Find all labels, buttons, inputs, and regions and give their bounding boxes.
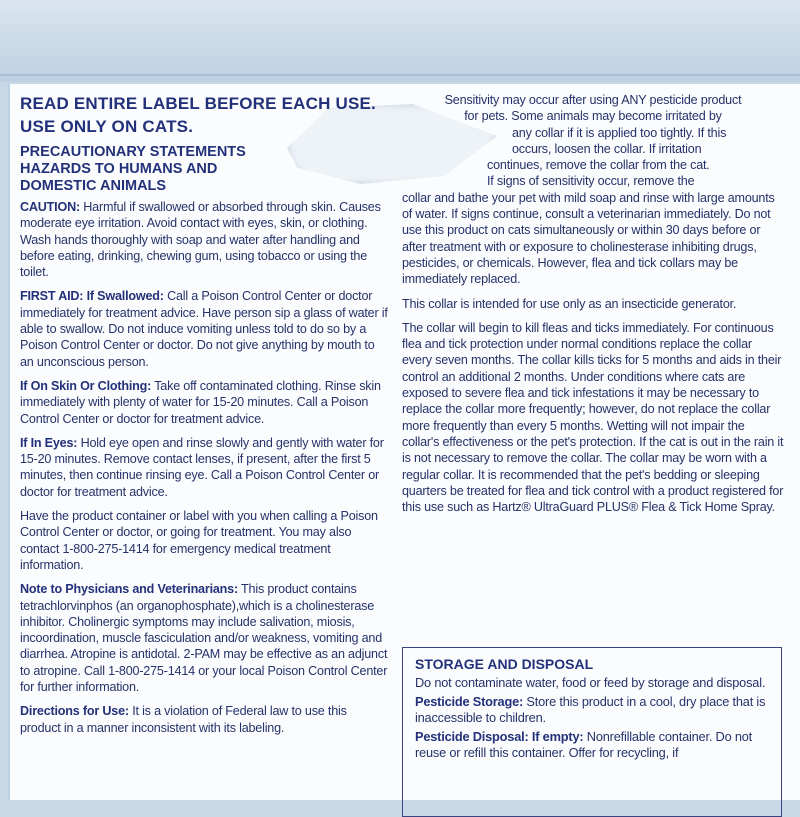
directions-label: Directions for Use: (20, 704, 129, 719)
left-column (20, 92, 388, 744)
storage-line-1: Do not contaminate water, food or feed by storage and disposal. (415, 675, 766, 690)
sensitivity-line-6: If signs of sensitivity occur, remove the (487, 174, 695, 189)
first-aid-paragraph (20, 288, 388, 369)
sensitivity-line-1: Sensitivity may occur after using ANY pesticide product (444, 93, 742, 107)
physicians-text: This product contains tetrachlorvinphos (an organophosphate),which is a cholinesterase inhibitor. Cholinergic symptoms may include salivation, miosis, incoordination, muscle fasciculation and/or weakness, vomiting and diarrhea. Atropine is antidotal. 2-PAM may be effective as an adjunct to atropine. Call 1-800-275-1414 or your local Poison Control Center for further information. (20, 582, 388, 695)
pesticide-disposal-text: Nonrefillable container. Do not reuse or refill this container. Offer for recycling, if (415, 728, 753, 760)
container-paragraph: Have the product container or label with you when calling a Poison Control Center or doctor, or going for treatment. You may also contact 1-800-275-1414 for emergency medical treatment information. (20, 509, 378, 572)
sensitivity-rest: collar and bathe your pet with mild soap and rinse with large amounts of water. If signs continue, consult a veterinarian immediately. Do not use this product on cats simultaneously or within 30 days before or after treatment with or exposure to cholinesterase inhibiting drugs, pesticides, or chemicals. However, flea and tick collars may be immediately replaced. (402, 190, 775, 287)
caution-paragraph (20, 199, 388, 280)
sensitivity-line-4: occurs, loosen the collar. If irritation (512, 141, 702, 156)
storage-disposal-box (402, 647, 782, 817)
pesticide-storage-label: Pesticide Storage: (415, 693, 524, 709)
precaution-line-2: HAZARDS TO HUMANS AND (20, 161, 218, 177)
package-top-flap (0, 0, 800, 82)
eyes-text: Hold eye open and rinse slowly and gently with water for 15-20 minutes. Remove contact lenses, if present, after the first 5 minutes, then continue rinsing eye. Call a Poison Control Center or doctor for treatment advice. (20, 435, 384, 499)
skin-paragraph (20, 378, 388, 427)
pesticide-disposal-label: Pesticide Disposal: If empty: (415, 728, 584, 744)
storage-title: STORAGE AND DISPOSAL (415, 656, 594, 672)
precautionary-heading (20, 144, 388, 195)
eyes-paragraph (20, 435, 388, 500)
sensitivity-line-5: continues, remove the collar from the cat. (487, 158, 710, 173)
first-aid-label: FIRST AID: If Swallowed: (20, 289, 164, 304)
eyes-label: If In Eyes: (20, 435, 78, 450)
right-column (402, 92, 784, 523)
intended-paragraph: This collar is intended for use only as an insecticide generator. (402, 296, 737, 311)
directions-text: It is a violation of Federal law to use this product in a manner inconsistent with its labeling. (20, 704, 347, 735)
directions-paragraph (20, 703, 388, 736)
sensitivity-line-2: for pets. Some animals may become irritated by (464, 109, 722, 124)
sensitivity-paragraph (402, 92, 784, 288)
read-label-heading: READ ENTIRE LABEL BEFORE EACH USE. (20, 94, 376, 113)
pesticide-disposal-paragraph (415, 729, 769, 762)
physicians-label: Note to Physicians and Veterinarians: (20, 582, 238, 597)
physicians-paragraph (20, 581, 388, 695)
first-aid-text: Call a Poison Control Center or doctor immediately for treatment advice. Have person sip a glass of water if able to swallow. Do not induce vomiting unless told to do so by a Poison Control Center or doctor. Do not give anything by mouth to an unconscious person. (20, 289, 388, 369)
pesticide-storage-text: Store this product in a cool, dry place that is inaccessible to children. (415, 693, 766, 725)
caution-text: Harmful if swallowed or absorbed through skin. Causes moderate eye irritation. Avoid contact with eyes, skin, or clothing. Wash hands thoroughly with soap and water after handling and before eating, drinking, chewing gum, using tobacco or using the toilet. (20, 200, 381, 280)
sensitivity-line-3: any collar if it is applied too tightly. If this (512, 125, 727, 140)
precaution-line-3: DOMESTIC ANIMALS (20, 178, 167, 194)
skin-label: If On Skin Or Clothing: (20, 378, 152, 393)
precaution-line-1: PRECAUTIONARY STATEMENTS (20, 144, 246, 160)
cats-only-heading: USE ONLY ON CATS. (20, 117, 194, 136)
pesticide-storage-paragraph (415, 694, 769, 727)
skin-text: Take off contaminated clothing. Rinse skin immediately with plenty of water for 15-20 minutes. Call a Poison Control Center or doctor for treatment advice. (20, 378, 381, 426)
kill-paragraph: The collar will begin to kill fleas and ticks immediately. For continuous flea and tick protection under normal conditions replace the collar every seven months. The collar kills ticks for 5 months and aids in their control an additional 2 months. Under conditions where cats are exposed to severe flea and tick infestations it may be necessary to replace the collar more frequently; however, do not replace the collar more frequently than every 5 months. Wetting will not impair the collar's effectiveness or the pet's protection. If the cat is out in the rain it is not necessary to remove the collar. The collar may be worn with a regular collar. It is recommended that the pet's bedding or sleeping quarters be treated for flea and tick control with a product registered for this use such as Hartz® UltraGuard PLUS® Flea & Tick Home Spray. (402, 320, 784, 515)
caution-label: CAUTION: (20, 200, 80, 214)
